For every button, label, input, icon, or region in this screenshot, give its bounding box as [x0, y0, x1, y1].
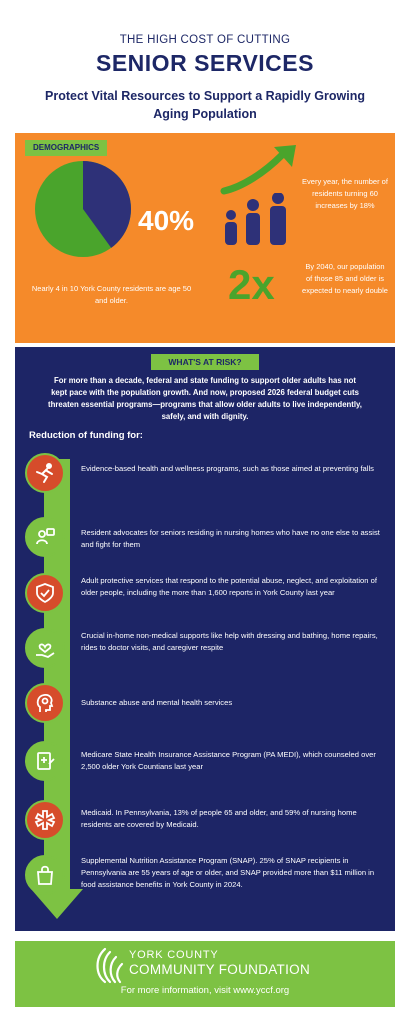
org-name-line1: YORK COUNTY: [129, 949, 219, 961]
medicare-form-icon: [25, 741, 65, 781]
funding-item: Evidence-based health and wellness programs, such as those aimed at preventing falls: [81, 464, 374, 473]
growth-stat: Every year, the number of residents turning 60 increases by 18%: [302, 177, 388, 210]
funding-item: Crucial in-home non-medical supports like help with dressing and bathing, home repairs, rides to doctor visits, and caregiver respite: [81, 631, 378, 652]
shield-heart-icon: [25, 573, 65, 613]
funding-item: Medicare State Health Insurance Assistance Program (PA MEDI), which counseled over 2,500 older York Countians last year: [81, 750, 376, 771]
caring-hand-icon: [25, 628, 65, 668]
double-stat: By 2040, our population of those 85 and older is expected to nearly double: [302, 262, 388, 295]
mental-health-icon: [25, 683, 65, 723]
page-title: SENIOR SERVICES: [96, 50, 314, 76]
page-subtitle: Protect Vital Resources to Support a Rapidly Growing Aging Population: [45, 89, 365, 121]
funding-item: Supplemental Nutrition Assistance Program (SNAP). 25% of SNAP recipients in Pennsylvania are 55 years of age or older, and SNAP provided more than $11 million in food assistance benefits in York County in 2024.: [81, 856, 375, 889]
medical-star-icon: [25, 800, 65, 840]
risk-intro: For more than a decade, federal and state funding to support older adults has not kept pace with the population growth. And now, proposed 2026 federal budget cuts threaten essential programs—programs that allow older adults to live independently, safely, and with dignity.: [48, 376, 362, 421]
funding-item: Resident advocates for seniors residing in nursing homes who have no one else to assist and fight for them: [81, 528, 380, 549]
percent-value: 40%: [138, 205, 195, 236]
more-info-link[interactable]: For more information, visit www.yccf.org: [120, 985, 290, 996]
demographics-badge: DEMOGRAPHICS: [25, 140, 107, 156]
foundation-logo-icon: [93, 946, 127, 984]
people-group-icon: [223, 193, 298, 245]
age-pie-chart: [33, 159, 133, 259]
risk-badge: WHAT'S AT RISK?: [151, 354, 259, 370]
fall-prevention-icon: [25, 453, 65, 493]
org-name-line2: COMMUNITY FOUNDATION: [129, 962, 310, 977]
header-kicker: THE HIGH COST OF CUTTING: [119, 34, 291, 46]
reduction-heading: Reduction of funding for:: [29, 430, 143, 441]
pie-caption: Nearly 4 in 10 York County residents are age 50 and older.: [31, 284, 192, 305]
funding-item: Medicaid. In Pennsylvania, 13% of people 65 and older, and 59% of nursing home residents are covered by Medicaid.: [81, 808, 357, 829]
footer: [15, 941, 395, 1007]
advocate-icon: [25, 517, 65, 557]
risk-panel: [15, 347, 395, 931]
demographics-panel: [15, 133, 395, 343]
grocery-bag-icon: [25, 855, 65, 895]
funding-item: Adult protective services that respond to the potential abuse, neglect, and exploitation of older people, including the more than 1,600 reports in York County last year: [81, 576, 377, 597]
funding-item: Substance abuse and mental health services: [81, 698, 233, 707]
growth-arrow-icon: [220, 143, 300, 198]
multiplier-value: 2x: [228, 261, 275, 308]
